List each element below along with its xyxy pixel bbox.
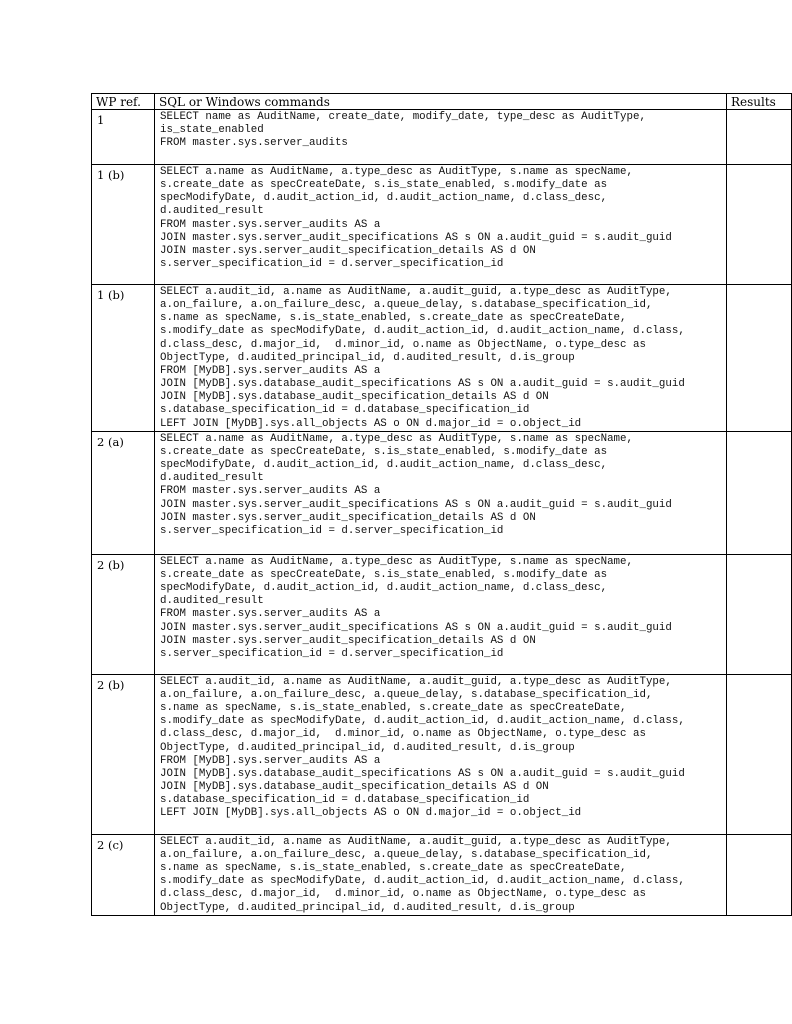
command-line: SELECT a.name as AuditName, a.type_desc as AuditType, s.name as specName,: [160, 432, 633, 445]
command-line: d.class_desc, d.major_id, d.minor_id, o.name as ObjectName, o.type_desc as: [160, 338, 646, 351]
command-line: ObjectType, d.audited_principal_id, d.audited_result, d.is_group: [160, 901, 575, 914]
table-row: [92, 554, 792, 674]
results-cell: [727, 674, 792, 834]
table-row: [92, 674, 792, 834]
command-line: FROM master.sys.server_audits AS a: [160, 608, 381, 621]
table-row: [92, 285, 792, 432]
command-line: s.create_date as specCreateDate, s.is_state_enabled, s.modify_date as: [160, 179, 608, 192]
command-line: SELECT a.name as AuditName, a.type_desc as AuditType, s.name as specName,: [160, 166, 633, 178]
command-cell: [155, 554, 727, 674]
results-cell: [727, 165, 792, 285]
command-cell: [155, 110, 727, 165]
results-cell: [727, 834, 792, 915]
wp-ref-cell: 2 (b): [92, 674, 155, 834]
command-line: s.name as specName, s.is_state_enabled, s.create_date as specCreateDate,: [160, 862, 627, 875]
command-cell: [155, 285, 727, 432]
command-line: FROM master.sys.server_audits AS a: [160, 485, 381, 498]
command-line: FROM master.sys.server_audits: [160, 137, 348, 150]
command-line: d.audited_result: [160, 205, 264, 218]
header-wp-ref: WP ref.: [92, 94, 155, 110]
command-line: d.audited_result: [160, 472, 264, 485]
results-cell: [727, 285, 792, 432]
command-line: s.name as specName, s.is_state_enabled, s.create_date as specCreateDate,: [160, 702, 627, 715]
table-row: [92, 165, 792, 285]
command-line: ObjectType, d.audited_principal_id, d.audited_result, d.is_group: [160, 351, 575, 364]
command-line: is_state_enabled: [160, 124, 264, 137]
command-line: s.create_date as specCreateDate, s.is_state_enabled, s.modify_date as: [160, 568, 608, 581]
command-line: SELECT a.name as AuditName, a.type_desc as AuditType, s.name as specName,: [160, 555, 633, 568]
command-cell: [155, 674, 727, 834]
command-line: JOIN master.sys.server_audit_specification_details AS d ON: [160, 511, 536, 524]
command-line: s.modify_date as specModifyDate, d.audit_action_id, d.audit_action_name, d.class,: [160, 715, 685, 728]
header-results: Results: [727, 94, 792, 110]
command-line: s.create_date as specCreateDate, s.is_state_enabled, s.modify_date as: [160, 445, 608, 458]
command-cell: [155, 165, 727, 285]
command-line: LEFT JOIN [MyDB].sys.all_objects AS o ON d.major_id = o.object_id: [160, 417, 582, 430]
command-line: SELECT name as AuditName, create_date, modify_date, type_desc as AuditType,: [160, 111, 646, 123]
command-line: s.server_specification_id = d.server_specification_id: [160, 647, 504, 660]
header-commands: SQL or Windows commands: [155, 94, 727, 110]
command-line: JOIN master.sys.server_audit_specification_details AS d ON: [160, 634, 536, 647]
command-line: SELECT a.audit_id, a.name as AuditName, a.audit_guid, a.type_desc as AuditType,: [160, 835, 672, 848]
command-line: ObjectType, d.audited_principal_id, d.audited_result, d.is_group: [160, 741, 575, 754]
wp-ref-cell: 2 (c): [92, 834, 155, 915]
table-header-row: [92, 94, 792, 110]
commands-table: [91, 93, 792, 916]
command-line: JOIN master.sys.server_audit_specifications AS s ON a.audit_guid = s.audit_guid: [160, 231, 672, 244]
command-line: JOIN [MyDB].sys.database_audit_specifications AS s ON a.audit_guid = s.audit_guid: [160, 767, 685, 780]
command-line: d.class_desc, d.major_id, d.minor_id, o.name as ObjectName, o.type_desc as: [160, 728, 646, 741]
command-line: FROM master.sys.server_audits AS a: [160, 218, 381, 231]
command-line: d.audited_result: [160, 595, 264, 608]
command-line: s.database_specification_id = d.database_specification_id: [160, 794, 530, 807]
command-line: s.modify_date as specModifyDate, d.audit_action_id, d.audit_action_name, d.class,: [160, 325, 685, 338]
table-row: [92, 431, 792, 554]
command-line: d.class_desc, d.major_id, d.minor_id, o.name as ObjectName, o.type_desc as: [160, 888, 646, 901]
command-line: JOIN master.sys.server_audit_specifications AS s ON a.audit_guid = s.audit_guid: [160, 621, 672, 634]
command-line: s.modify_date as specModifyDate, d.audit_action_id, d.audit_action_name, d.class,: [160, 875, 685, 888]
command-line: JOIN [MyDB].sys.database_audit_specification_details AS d ON: [160, 391, 549, 404]
command-line: specModifyDate, d.audit_action_id, d.audit_action_name, d.class_desc,: [160, 582, 608, 595]
command-line: s.name as specName, s.is_state_enabled, s.create_date as specCreateDate,: [160, 312, 627, 325]
command-line: a.on_failure, a.on_failure_desc, a.queue_delay, s.database_specification_id,: [160, 299, 653, 312]
wp-ref-cell: 1 (b): [92, 165, 155, 285]
table-row: [92, 110, 792, 165]
wp-ref-cell: 1 (b): [92, 285, 155, 432]
command-line: s.database_specification_id = d.database_specification_id: [160, 404, 530, 417]
command-line: FROM [MyDB].sys.server_audits AS a: [160, 364, 381, 377]
table-body: [92, 110, 792, 916]
command-line: FROM [MyDB].sys.server_audits AS a: [160, 754, 381, 767]
command-line: specModifyDate, d.audit_action_id, d.audit_action_name, d.class_desc,: [160, 192, 608, 205]
command-line: s.server_specification_id = d.server_specification_id: [160, 524, 504, 537]
command-line: JOIN [MyDB].sys.database_audit_specifications AS s ON a.audit_guid = s.audit_guid: [160, 378, 685, 391]
table-row: [92, 834, 792, 915]
command-line: SELECT a.audit_id, a.name as AuditName, a.audit_guid, a.type_desc as AuditType,: [160, 286, 672, 298]
command-line: a.on_failure, a.on_failure_desc, a.queue_delay, s.database_specification_id,: [160, 688, 653, 701]
command-line: s.server_specification_id = d.server_specification_id: [160, 258, 504, 271]
command-line: JOIN master.sys.server_audit_specification_details AS d ON: [160, 244, 536, 257]
command-line: specModifyDate, d.audit_action_id, d.audit_action_name, d.class_desc,: [160, 459, 608, 472]
command-line: JOIN [MyDB].sys.database_audit_specification_details AS d ON: [160, 780, 549, 793]
command-line: LEFT JOIN [MyDB].sys.all_objects AS o ON d.major_id = o.object_id: [160, 807, 582, 820]
command-line: JOIN master.sys.server_audit_specifications AS s ON a.audit_guid = s.audit_guid: [160, 498, 672, 511]
wp-ref-cell: 1: [92, 110, 155, 165]
command-line: a.on_failure, a.on_failure_desc, a.queue_delay, s.database_specification_id,: [160, 848, 653, 861]
results-cell: [727, 431, 792, 554]
command-cell: [155, 431, 727, 554]
wp-ref-cell: 2 (a): [92, 431, 155, 554]
command-cell: [155, 834, 727, 915]
results-cell: [727, 110, 792, 165]
results-cell: [727, 554, 792, 674]
command-line: SELECT a.audit_id, a.name as AuditName, a.audit_guid, a.type_desc as AuditType,: [160, 675, 672, 688]
wp-ref-cell: 2 (b): [92, 554, 155, 674]
